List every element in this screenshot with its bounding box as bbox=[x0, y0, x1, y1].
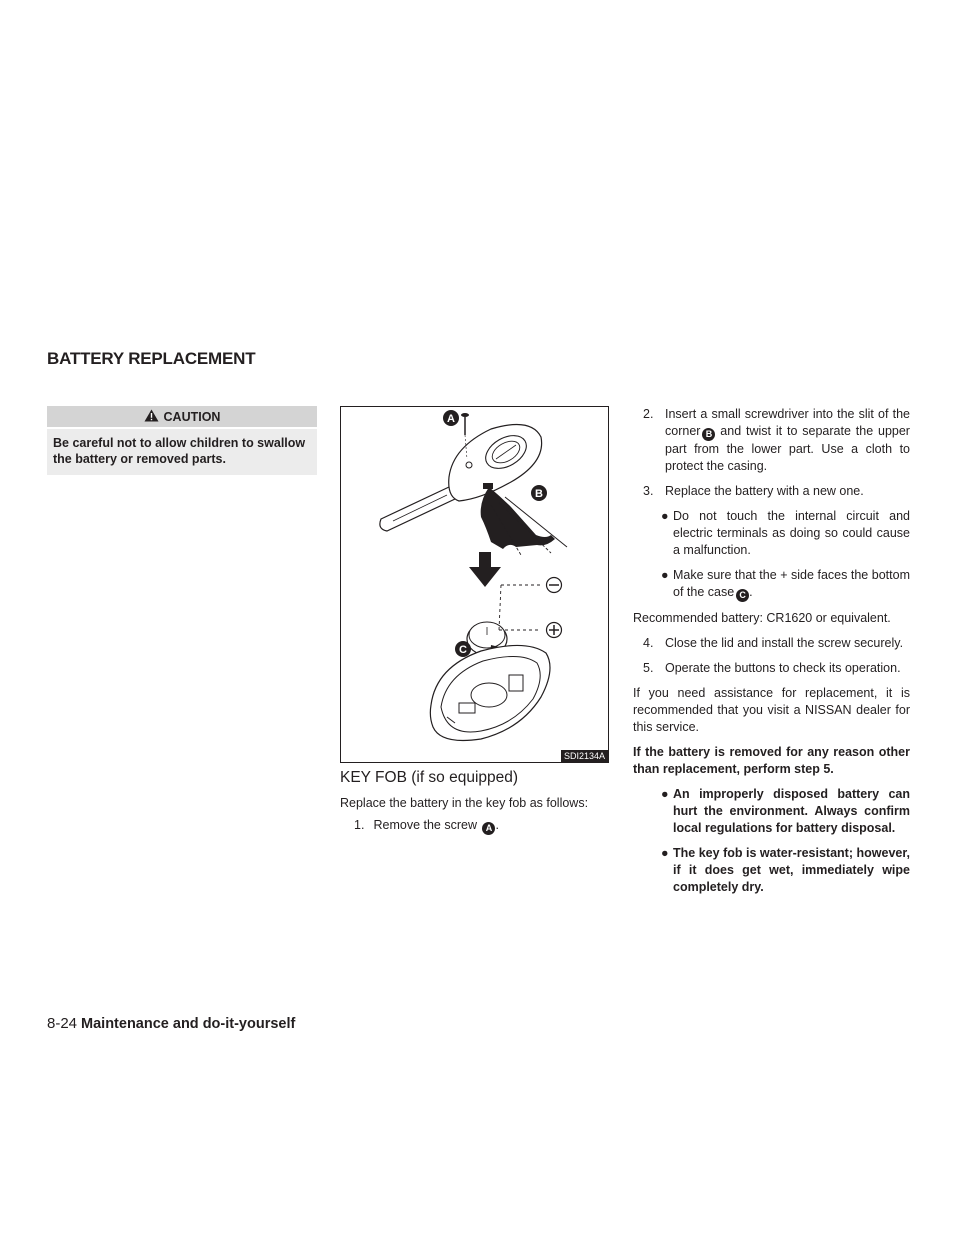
callout-b bbox=[531, 485, 547, 501]
key-blade bbox=[380, 487, 455, 531]
figure-code: SDI2134A bbox=[561, 750, 608, 762]
bullet-icon: ● bbox=[661, 568, 669, 582]
step-2-number: 2. bbox=[643, 407, 654, 421]
key-fob-intro: Replace the battery in the key fob as follows: bbox=[340, 795, 589, 810]
step-5 bbox=[633, 660, 910, 677]
svg-text:A: A bbox=[447, 413, 455, 425]
step-5-number: 5. bbox=[643, 661, 654, 675]
step-2-pre: Insert a small screwdriver into the slit of the corner bbox=[665, 407, 910, 438]
step-2-text bbox=[665, 406, 910, 475]
step-1-number: 1. bbox=[354, 818, 365, 832]
key-fob-illustration bbox=[340, 406, 609, 763]
step-1 bbox=[340, 817, 615, 835]
step-3 bbox=[633, 483, 910, 500]
ref-c-badge: C bbox=[736, 589, 749, 602]
key-fob-section bbox=[340, 770, 615, 835]
cloth bbox=[481, 483, 567, 555]
bullet-2-pre: Make sure that the + side faces the bottom of the case bbox=[673, 568, 910, 599]
page-footer bbox=[47, 1015, 295, 1032]
step-2-post: and twist it to separate the upper part from the lower part. Use a cloth to protect the casing. bbox=[665, 424, 910, 473]
ref-a-badge: A bbox=[482, 822, 495, 835]
step-4-text: Close the lid and install the screw securely. bbox=[665, 636, 904, 650]
bullet-1-text: Do not touch the internal circuit and electric terminals as doing so could cause a malfunction. bbox=[673, 509, 910, 557]
warning-triangle-icon bbox=[144, 409, 159, 425]
ref-b-badge: B bbox=[702, 428, 715, 441]
bullet-icon: ● bbox=[661, 846, 669, 860]
svg-text:B: B bbox=[535, 488, 543, 500]
coin-battery bbox=[467, 578, 562, 656]
assistance-note: If you need assistance for replacement, it is recommended that you visit a NISSAN dealer for this service. bbox=[633, 686, 910, 734]
step-4 bbox=[633, 635, 910, 652]
caution-text: Be careful not to allow children to swallow the battery or removed parts. bbox=[47, 429, 317, 475]
warning-bullet-1 bbox=[633, 786, 910, 837]
bullet-1 bbox=[633, 508, 910, 559]
warning-bullet-2 bbox=[633, 845, 910, 896]
step-5-text: Operate the buttons to check its operation. bbox=[665, 661, 901, 675]
key-fob-heading: KEY FOB (if so equipped) bbox=[340, 769, 519, 786]
caution-label: CAUTION bbox=[163, 409, 221, 424]
caution-box bbox=[47, 406, 317, 475]
bullet-icon: ● bbox=[661, 509, 669, 523]
step-1-text: Remove the screw bbox=[373, 818, 477, 832]
chapter-title: Maintenance and do-it-yourself bbox=[81, 1016, 296, 1032]
svg-text:C: C bbox=[459, 644, 467, 656]
key-fob-case bbox=[430, 645, 550, 740]
warning-1-text: An improperly disposed battery can hurt the environment. Always confirm local regulations for battery disposal. bbox=[673, 787, 910, 835]
instructions-column bbox=[633, 406, 910, 904]
callout-c bbox=[455, 641, 471, 657]
step-2 bbox=[633, 406, 910, 475]
warning-2-text: The key fob is water-resistant; however, if it does get wet, immediately wipe completely dry. bbox=[673, 846, 910, 894]
section-title: BATTERY REPLACEMENT bbox=[47, 349, 256, 368]
page-number: 8-24 bbox=[47, 1015, 78, 1032]
step-4-number: 4. bbox=[643, 636, 654, 650]
bullet-icon: ● bbox=[661, 787, 669, 801]
step-3-text: Replace the battery with a new one. bbox=[665, 484, 864, 498]
key-head bbox=[449, 425, 542, 502]
bullet-2 bbox=[633, 567, 910, 602]
step-3-number: 3. bbox=[643, 484, 654, 498]
recommended-battery: Recommended battery: CR1620 or equivalent. bbox=[633, 611, 891, 625]
down-arrow-icon bbox=[469, 552, 501, 587]
removed-battery-note: If the battery is removed for any reason other than replacement, perform step 5. bbox=[633, 745, 910, 776]
step-1-end: . bbox=[495, 818, 499, 832]
caution-header bbox=[47, 406, 317, 427]
callout-a bbox=[443, 410, 459, 426]
bullet-2-text bbox=[673, 567, 910, 602]
bullet-2-end: . bbox=[749, 585, 753, 599]
